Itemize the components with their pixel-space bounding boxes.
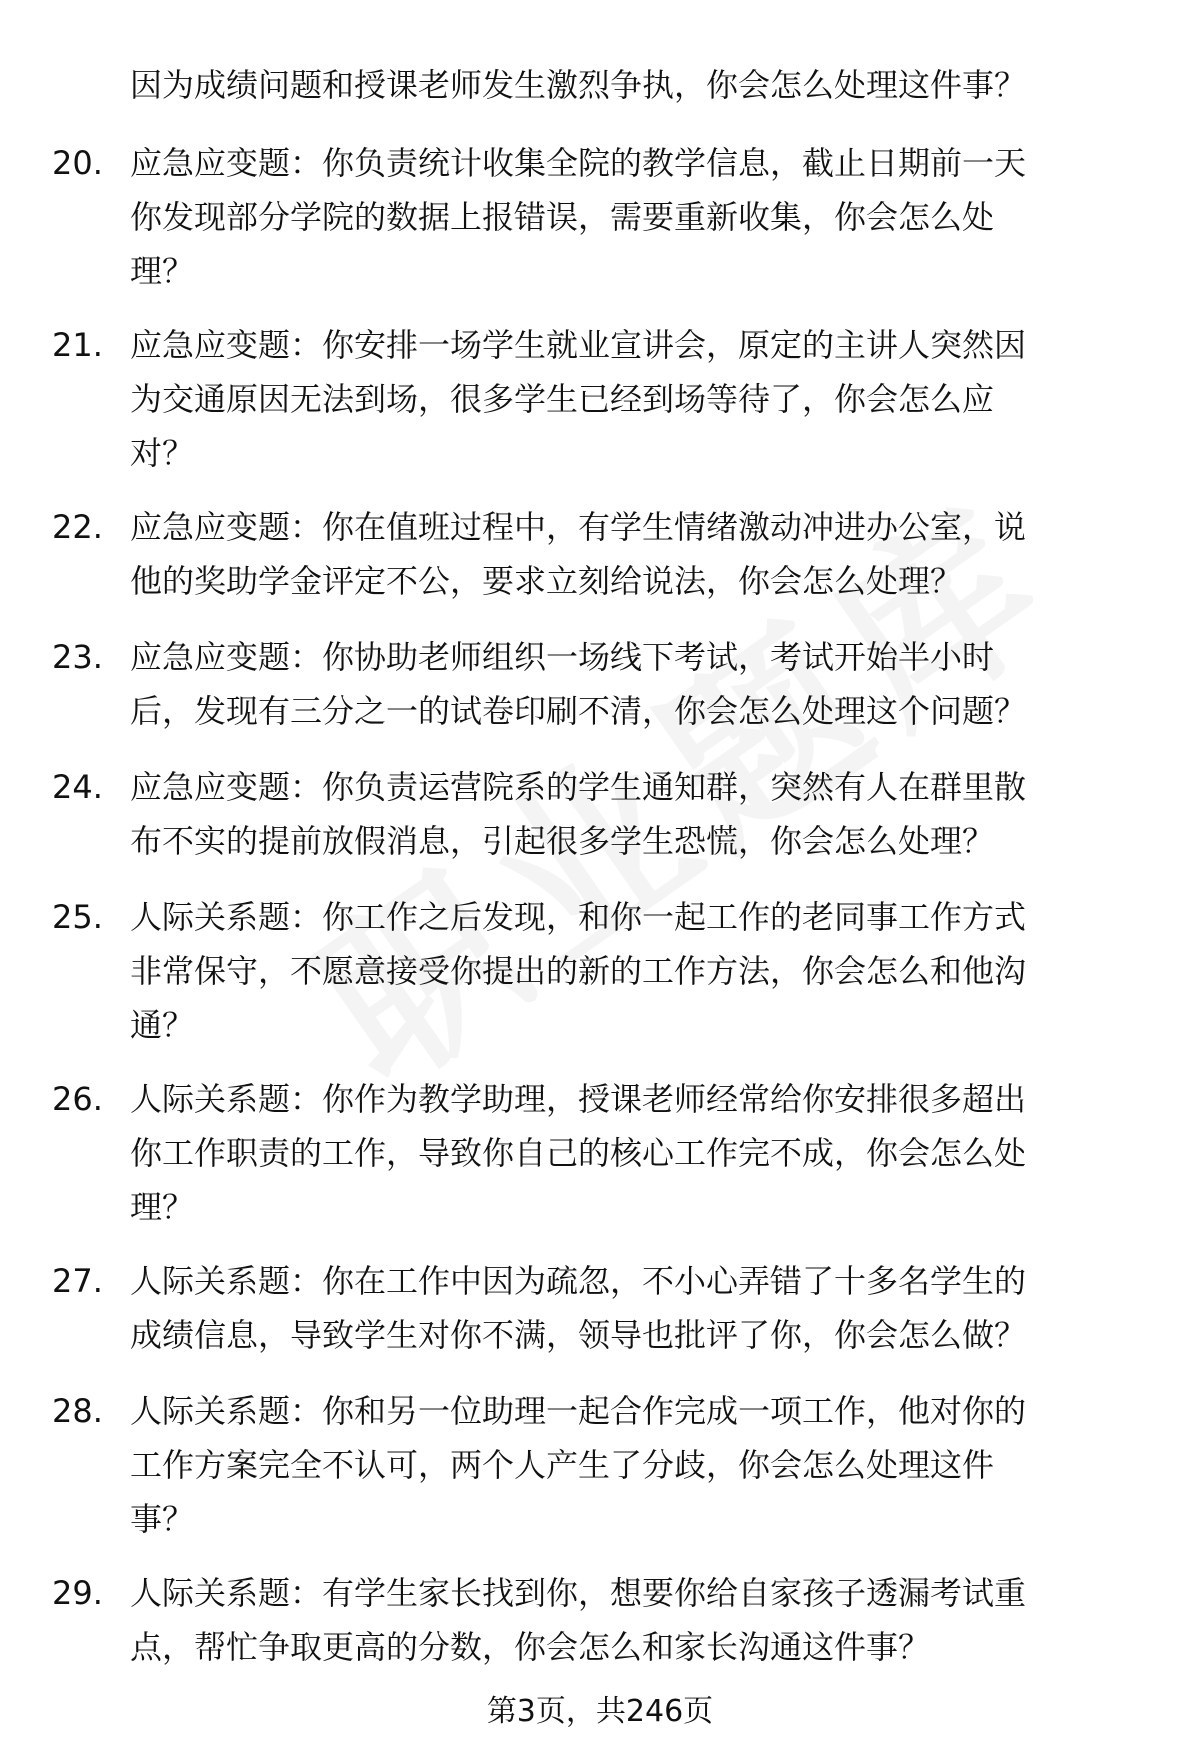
page-footer: 第3页，共246页: [486, 1694, 714, 1729]
question-line: 他的奖助学金评定不公，要求立刻给说法，你会怎么处理？: [130, 562, 963, 600]
question-number: 26.: [52, 1080, 103, 1118]
question-line: 工作方案完全不认可，两个人产生了分歧，你会怎么处理这件: [130, 1446, 995, 1484]
question-line: 通？: [130, 1006, 195, 1044]
continuation-line: 因为成绩问题和授课老师发生激烈争执，你会怎么处理这件事？: [130, 66, 1027, 104]
question-number: 27.: [52, 1262, 103, 1300]
question-line: 应急应变题：你安排一场学生就业宣讲会，原定的主讲人突然因: [130, 326, 1027, 364]
question-number: 21.: [52, 326, 103, 364]
question-number: 25.: [52, 898, 103, 936]
question-line: 对？: [130, 434, 195, 472]
question-line: 非常保守，不愿意接受你提出的新的工作方法，你会怎么和他沟: [130, 952, 1027, 990]
question-line: 应急应变题：你在值班过程中，有学生情绪激动冲进办公室，说: [130, 508, 1027, 546]
question-line: 应急应变题：你负责运营院系的学生通知群，突然有人在群里散: [130, 768, 1027, 806]
question-line: 人际关系题：你和另一位助理一起合作完成一项工作，他对你的: [130, 1392, 1027, 1430]
question-line: 应急应变题：你负责统计收集全院的教学信息，截止日期前一天: [130, 144, 1027, 182]
question-line: 理？: [130, 252, 195, 290]
question-line: 人际关系题：你作为教学助理，授课老师经常给你安排很多超出: [130, 1080, 1027, 1118]
question-number: 22.: [52, 508, 103, 546]
question-number: 29.: [52, 1574, 103, 1612]
question-line: 应急应变题：你协助老师组织一场线下考试，考试开始半小时: [130, 638, 995, 676]
question-number: 24.: [52, 768, 103, 806]
question-line: 人际关系题：你工作之后发现，和你一起工作的老同事工作方式: [130, 898, 1027, 936]
question-line: 人际关系题：你在工作中因为疏忽，不小心弄错了十多名学生的: [130, 1262, 1027, 1300]
question-line: 点，帮忙争取更高的分数，你会怎么和家长沟通这件事？: [130, 1628, 931, 1666]
question-number: 20.: [52, 144, 103, 182]
question-line: 你工作职责的工作，导致你自己的核心工作完不成，你会怎么处: [130, 1134, 1027, 1172]
question-number: 23.: [52, 638, 103, 676]
question-line: 成绩信息，导致学生对你不满，领导也批评了你，你会怎么做？: [130, 1316, 1027, 1354]
question-line: 事？: [130, 1500, 195, 1538]
question-line: 理？: [130, 1188, 195, 1226]
question-line: 布不实的提前放假消息，引起很多学生恐慌，你会怎么处理？: [130, 822, 995, 860]
question-line: 你发现部分学院的数据上报错误，需要重新收集，你会怎么处: [130, 198, 995, 236]
question-line: 人际关系题：有学生家长找到你，想要你给自家孩子透漏考试重: [130, 1574, 1027, 1612]
question-line: 为交通原因无法到场，很多学生已经到场等待了，你会怎么应: [130, 380, 995, 418]
question-number: 28.: [52, 1392, 103, 1430]
question-line: 后，发现有三分之一的试卷印刷不清，你会怎么处理这个问题？: [130, 692, 1027, 730]
